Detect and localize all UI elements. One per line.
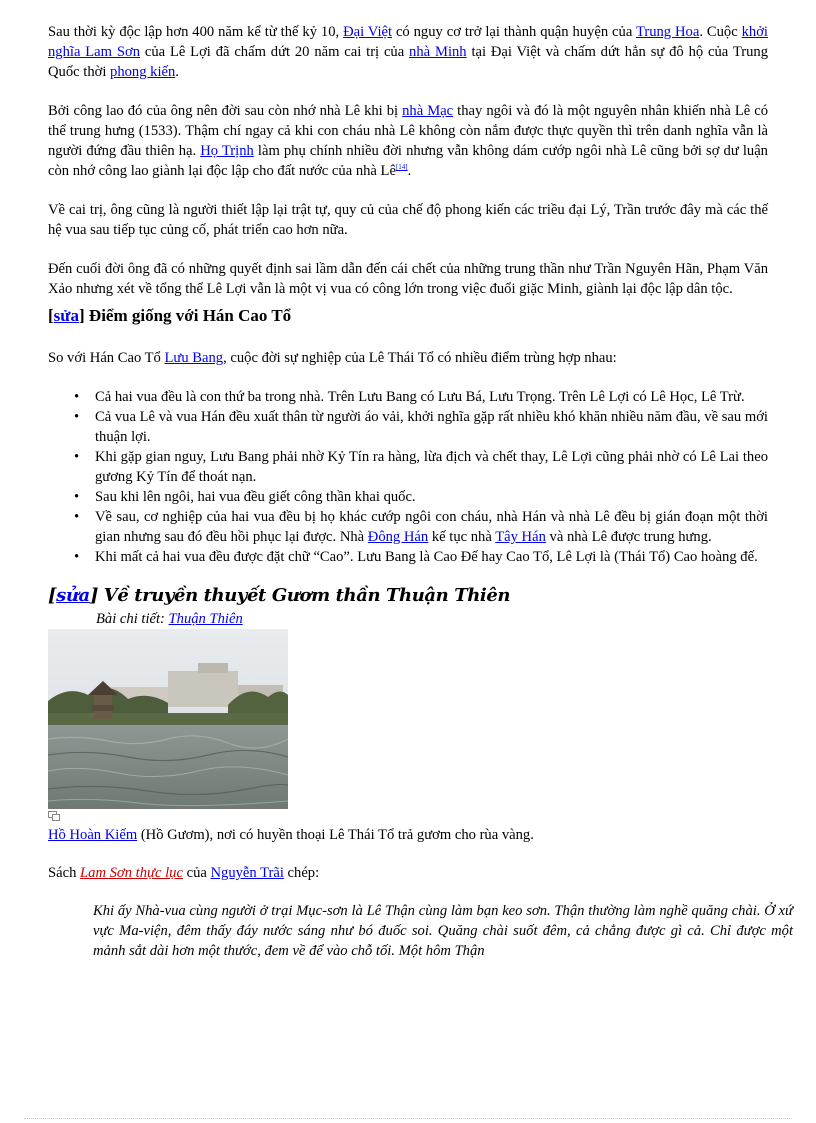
photo-caption [48,825,768,845]
link-nguyen-trai[interactable]: Nguyễn Trãi [210,865,284,881]
bracket: [ [48,585,57,606]
list-item [74,407,768,447]
text: có nguy cơ trở lại thành quận huyện của [392,24,636,40]
paragraph-2 [48,101,768,181]
section-title: Điểm giống với Hán Cao Tổ [84,306,292,325]
item-text: Cả vua Lê và vua Hán đều xuất thân từ người áo vải, khởi nghĩa gặp rất nhiều khó khăn nhiều năm đầu, về sau mới thuận lợi. [95,409,768,445]
bullet: • [74,509,80,525]
text: của [182,865,211,881]
text: Sau thời kỳ độc lập hơn 400 năm kể từ thế kỷ 10, [48,24,344,40]
text: , cuộc đời sự nghiệp của Lê Thái Tổ có nhiều điểm trùng hợp nhau: [223,350,617,366]
quote-block: Khi ấy Nhà-vua cùng người ở trại Mục-sơn là Lê Thận cùng làm bạn keo sơn. Thận thường làm nghề quăng chài. Ở xứ vực Ma-viện, đêm thấy đáy nước sáng như bó đuốc soi. Quăng chài suốt đêm, cả chẳng được gì cả. Chỉ được một mảnh sắt dài hơn một thước, đem về để vào chỗ tối. Một hôm Thận [93,903,793,959]
link-dong-han[interactable]: Đông Hán [367,529,429,545]
caption-text: (Hồ Gươm), nơi có huyền thoại Lê Thái Tổ trả gươm cho rùa vàng. [137,827,534,843]
comparison-list [48,387,768,567]
link-phong-kien[interactable]: phong kiến [110,64,176,80]
list-item [74,487,768,507]
section-heading-han-cao-to [48,305,768,327]
bullet: • [74,549,80,565]
bracket: ] [89,585,98,606]
enlarge-icon[interactable] [48,811,768,825]
edit-section-link[interactable]: sửa [53,306,79,325]
list-item [74,447,768,487]
link-trung-hoa[interactable]: Trung Hoa [635,24,700,40]
paragraph-1 [48,22,768,82]
text: . [407,163,412,179]
item-text: Về sau, cơ nghiệp của hai vua đều bị họ khác cướp ngôi con cháu, nhà Hán và nhà Lê đều bị gián đoạn một thời gian nhưng sau đó đều hồi phục lại được. Nhà [95,509,768,545]
list-item [74,547,768,567]
text: . Cuộc [699,24,742,40]
text: tại Đại Việt và chấm dứt hẳn sự đô hộ của Trung Quốc thời [48,44,768,80]
paragraph-4: Đến cuối đời ông đã có những quyết định sai lầm dẫn đến cái chết của những trung thần như Trần Nguyên Hãn, Phạm Văn Xảo nhưng xét về tổng thể Lê Lợi vẫn là một vị vua có công lớn trong việc đuổi giặc Minh, giành lại độc lập dân tộc. [48,261,768,297]
text: làm phụ chính nhiều đời nhưng vẫn không dám cướp ngôi nhà Lê cũng bởi sợ dư luận còn nhớ công lao giành lại độc lập cho đất nước của nhà Lê [48,143,768,179]
text: Sách [48,865,81,881]
item-text: kế tục nhà [428,529,496,545]
text: So với Hán Cao Tổ [48,350,165,366]
text: . [175,64,179,80]
magnify-icon [48,811,60,821]
link-nha-mac[interactable]: nhà Mạc [402,103,454,119]
link-luu-bang[interactable]: Lưu Bang [164,350,224,366]
edit-section-link[interactable]: sửa [56,585,90,606]
text: Bởi công lao đó của ông nên đời sau còn nhớ nhà Lê khi bị [48,103,403,119]
link-ho-hoan-kiem[interactable]: Hồ Hoàn Kiếm [48,827,138,843]
link-tay-han[interactable]: Tây Hán [495,529,546,545]
article-body [48,22,793,961]
item-text: Cả hai vua đều là con thứ ba trong nhà. Trên Lưu Bang có Lưu Bá, Lưu Trọng. Trên Lê Lợi có Lê Học, Lê Trừ. [95,389,745,405]
paragraph-3: Về cai trị, ông cũng là người thiết lập lại trật tự, quy củ của chế độ phong kiến các triều đại Lý, Trần trước đây mà các thế hệ vua sau tiếp tục củng cố, phát triển cao hơn nữa. [48,202,768,238]
bullet: • [74,449,80,465]
link-nha-minh[interactable]: nhà Minh [409,44,467,60]
section-title: Về truyền thuyết Gươm thần Thuận Thiên [97,585,511,606]
bracket: [ [48,306,54,325]
bracket: ] [79,306,85,325]
list-item [74,507,768,547]
page-bottom-divider [24,1118,792,1119]
item-text: Sau khi lên ngôi, hai vua đều giết công thần khai quốc. [95,489,416,505]
reference-link[interactable]: [14] [395,163,408,172]
link-lam-son-thuc-luc[interactable]: Lam Sơn thực lục [80,865,183,881]
list-item [74,387,768,407]
text: chép: [283,865,320,881]
bullet: • [74,489,80,505]
detail-label: Bài chi tiết: [96,611,169,627]
link-khoi-nghia-lam-son[interactable]: khởi nghĩa Lam Sơn [48,24,768,60]
link-ho-trinh[interactable]: Họ Trịnh [200,143,254,159]
section-intro [48,348,768,368]
item-text: và nhà Lê được trung hưng. [545,529,712,545]
bullet: • [74,389,80,405]
item-text: Khi mất cả hai vua đều được đặt chữ “Cao”. Lưu Bang là Cao Đế hay Cao Tổ, Lê Lợi là (Thái Tổ) Cao hoàng đế. [95,549,758,565]
item-text: Khi gặp gian nguy, Lưu Bang phải nhờ Kỷ Tín ra hàng, lừa địch và chết thay, Lê Lợi cũng phải nhờ có Lê Lai theo gương Kỷ Tín để thoát nạn. [95,449,768,485]
book-citation [48,863,768,883]
detail-article-note [96,609,768,629]
link-dai-viet[interactable]: Đại Việt [343,24,393,40]
text: thay ngôi và đó là một nguyên nhân khiến nhà Lê có thể trung hưng (1533). Thậm chí ngay cả khi con cháu nhà Lê không còn nắm được thực quyền thì trên danh nghĩa vẫn là người đứng đầu thiên hạ. [48,103,769,159]
ho-hoan-kiem-photo[interactable] [48,629,288,809]
link-thuan-thien[interactable]: Thuận Thiên [168,611,243,627]
bullet: • [74,409,80,425]
photo-image [48,629,288,809]
text: của Lê Lợi đã chấm dứt 20 năm cai trị của [140,44,410,60]
section-heading-guom-than [48,585,768,607]
